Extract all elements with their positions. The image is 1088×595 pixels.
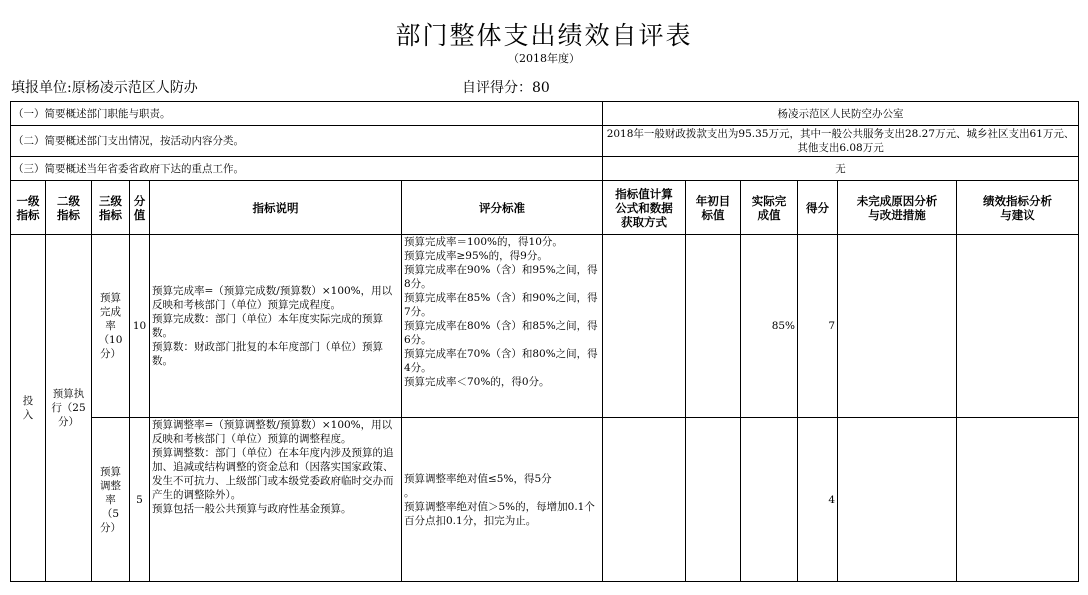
criteria-cell: 预算调整率绝对值≤5%，得5分 。 预算调整率绝对值＞5%的，每增加0.1个百分点扣0.1分，扣完为止。	[402, 418, 603, 582]
description-cell: 预算完成率=（预算完成数/预算数）×100%，用以反映和考核部门（单位）预算完成程度。 预算完成数：部门（单位）本年度实际完成的预算数。 预算数：财政部门批复的本年度部门（单位）预算数。	[150, 235, 402, 418]
summary-row	[11, 102, 1079, 126]
column-header: 实际完 成值	[741, 181, 798, 235]
level1-indicator: 投 入	[11, 235, 46, 582]
column-header: 指标说明	[150, 181, 402, 235]
column-header: 绩效指标分析 与建议	[957, 181, 1079, 235]
summary-row	[11, 157, 1079, 181]
column-header: 一级 指标	[11, 181, 46, 235]
column-header: 三级 指标	[92, 181, 130, 235]
score-cell: 4	[798, 418, 838, 582]
summary-row	[11, 126, 1079, 157]
column-header-row	[11, 181, 1079, 235]
summary-value: 2018年一般财政拨款支出为95.35万元，其中一般公共服务支出28.27万元、城乡社区支出61万元、其他支出6.08万元	[603, 126, 1079, 157]
summary-label: （一）简要概述部门职能与职责。	[11, 102, 603, 126]
actual-cell: 85%	[741, 235, 798, 418]
analysis-cell	[957, 235, 1079, 418]
level3-indicator: 预算 调整 率 （5 分）	[92, 418, 130, 582]
reason-cell	[838, 418, 957, 582]
column-header: 指标值计算 公式和数据 获取方式	[603, 181, 686, 235]
summary-value: 无	[603, 157, 1079, 181]
points-cell: 10	[130, 235, 150, 418]
column-header: 二级 指标	[46, 181, 92, 235]
target-cell	[686, 418, 741, 582]
column-header: 得分	[798, 181, 838, 235]
column-header: 未完成原因分析 与改进措施	[838, 181, 957, 235]
table-row	[11, 418, 1079, 582]
evaluation-table	[10, 101, 1079, 582]
summary-label: （二）简要概述部门支出情况，按活动内容分类。	[11, 126, 603, 157]
column-header: 分 值	[130, 181, 150, 235]
points-cell: 5	[130, 418, 150, 582]
page-title: 部门整体支出绩效自评表	[395, 21, 693, 50]
table-row	[11, 235, 1079, 418]
actual-cell	[741, 418, 798, 582]
level3-indicator: 预算 完成 率 （10 分）	[92, 235, 130, 418]
target-cell	[686, 235, 741, 418]
report-year: （2018年度）	[508, 52, 580, 65]
formula-cell	[603, 418, 686, 582]
summary-value: 杨凌示范区人民防空办公室	[603, 102, 1079, 126]
column-header: 评分标准	[402, 181, 603, 235]
analysis-cell	[957, 418, 1079, 582]
level2-indicator: 预算执 行（25 分）	[46, 235, 92, 582]
self-evaluation-score: 自评得分：80	[462, 80, 550, 96]
score-cell: 7	[798, 235, 838, 418]
column-header: 年初目 标值	[686, 181, 741, 235]
summary-label: （三）简要概述当年省委省政府下达的重点工作。	[11, 157, 603, 181]
reporting-unit: 填报单位:原杨凌示范区人防办	[11, 80, 198, 96]
reason-cell	[838, 235, 957, 418]
criteria-cell: 预算完成率＝100%的，得10分。 预算完成率≥95%的，得9分。 预算完成率在90%（含）和95%之间，得8分。 预算完成率在85%（含）和90%之间，得7分。 预算完成率在80%（含）和85%之间，得6分。 预算完成率在70%（含）和80%之间，得4分。 预算完成率＜70%的，得0分。	[402, 235, 603, 418]
description-cell: 预算调整率=（预算调整数/预算数）×100%，用以反映和考核部门（单位）预算的调整程度。 预算调整数：部门（单位）在本年度内涉及预算的追加、追减或结构调整的资金总和（因落实国家政策、发生不可抗力、上级部门或本级党委政府临时交办而产生的调整除外）。 预算包括一般公共预算与政府性基金预算。	[150, 418, 402, 582]
formula-cell	[603, 235, 686, 418]
